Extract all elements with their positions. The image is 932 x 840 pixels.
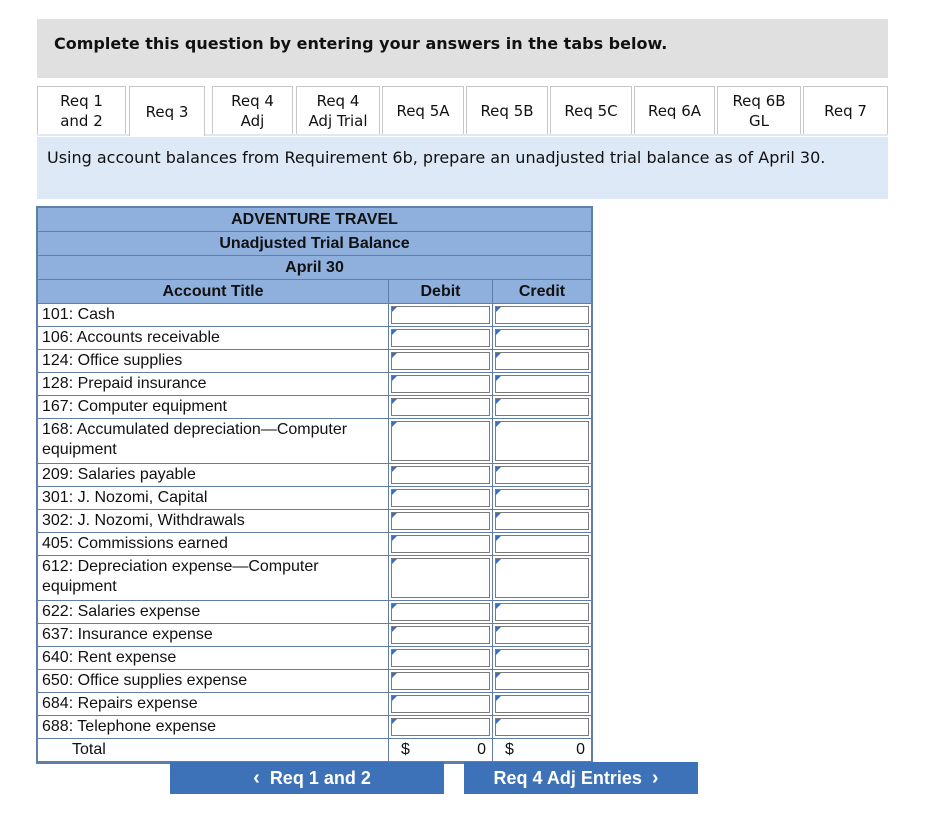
debit-input[interactable]: [391, 603, 490, 621]
account-name: 650: Office supplies expense: [38, 670, 389, 692]
debit-input[interactable]: [391, 626, 490, 644]
debit-cell: [389, 693, 493, 715]
credit-cell: [493, 464, 591, 486]
credit-input[interactable]: [495, 466, 589, 484]
total-credit-value: 0: [576, 741, 585, 758]
tab-req-6b-gl[interactable]: [717, 86, 801, 134]
tab-req-5b[interactable]: [466, 86, 548, 134]
tab-label: Req 3: [145, 102, 189, 121]
tab-label: Req 1 and 2: [60, 91, 103, 130]
tab-req-6a[interactable]: [634, 86, 715, 134]
credit-cell: [493, 396, 591, 418]
credit-cell: [493, 716, 591, 738]
debit-input[interactable]: [391, 375, 490, 393]
account-row: [38, 304, 591, 327]
debit-input[interactable]: [391, 489, 490, 507]
tab-req-4-adj-trial[interactable]: [296, 86, 380, 134]
banner-text: Complete this question by entering your answers in the tabs below.: [54, 34, 668, 53]
account-name: 302: J. Nozomi, Withdrawals: [38, 510, 389, 532]
total-debit-value: 0: [477, 741, 486, 758]
credit-input[interactable]: [495, 672, 589, 690]
debit-cell: [389, 647, 493, 669]
credit-input[interactable]: [495, 603, 589, 621]
debit-cell: [389, 396, 493, 418]
statement-title: Unadjusted Trial Balance: [38, 232, 591, 256]
chevron-right-icon: ›: [651, 766, 659, 789]
debit-cell: [389, 670, 493, 692]
total-label: Total: [38, 739, 389, 761]
trial-balance-table: [36, 206, 593, 764]
credit-cell: [493, 533, 591, 555]
credit-cell: [493, 373, 591, 395]
credit-cell: [493, 601, 591, 623]
account-title-header: Account Title: [38, 280, 389, 303]
account-row: [38, 647, 591, 670]
account-row: [38, 373, 591, 396]
account-name: 688: Telephone expense: [38, 716, 389, 738]
tab-req-7[interactable]: [803, 86, 888, 134]
credit-input[interactable]: [495, 535, 589, 553]
account-row: [38, 510, 591, 533]
credit-input[interactable]: [495, 375, 589, 393]
debit-input[interactable]: [391, 466, 490, 484]
credit-input[interactable]: [495, 352, 589, 370]
account-name: 612: Depreciation expense—Computer equipment: [38, 556, 389, 600]
requirement-tabs: [37, 86, 888, 136]
credit-input[interactable]: [495, 718, 589, 736]
credit-input[interactable]: [495, 489, 589, 507]
credit-cell: [493, 647, 591, 669]
debit-input[interactable]: [391, 329, 490, 347]
debit-input[interactable]: [391, 718, 490, 736]
credit-input[interactable]: [495, 329, 589, 347]
account-name: 209: Salaries payable: [38, 464, 389, 486]
account-name: 167: Computer equipment: [38, 396, 389, 418]
account-row: [38, 350, 591, 373]
instructions-banner: [37, 19, 888, 78]
credit-input[interactable]: [495, 626, 589, 644]
account-name: 128: Prepaid insurance: [38, 373, 389, 395]
account-name: 637: Insurance expense: [38, 624, 389, 646]
instruction-panel: [37, 137, 888, 199]
column-headers: [38, 280, 591, 304]
total-credit: [493, 739, 591, 761]
debit-cell: [389, 464, 493, 486]
debit-cell: [389, 510, 493, 532]
debit-input[interactable]: [391, 535, 490, 553]
account-name: 405: Commissions earned: [38, 533, 389, 555]
credit-input[interactable]: [495, 649, 589, 667]
total-row: [38, 739, 591, 762]
tab-label: Req 5B: [480, 101, 534, 120]
debit-cell: [389, 716, 493, 738]
account-name: 168: Accumulated depreciation—Computer equipment: [38, 419, 389, 463]
tab-label: Req 7: [824, 101, 867, 120]
account-rows: [38, 304, 591, 739]
next-button-label: Req 4 Adj Entries: [493, 767, 642, 788]
tab-label: Req 4 Adj: [231, 91, 274, 130]
prev-button-label: Req 1 and 2: [269, 767, 371, 788]
debit-input[interactable]: [391, 695, 490, 713]
company-name: ADVENTURE TRAVEL: [38, 208, 591, 232]
debit-header: Debit: [389, 280, 493, 303]
credit-cell: [493, 556, 591, 600]
debit-cell: [389, 419, 493, 463]
account-name: 640: Rent expense: [38, 647, 389, 669]
credit-input[interactable]: [495, 695, 589, 713]
account-name: 124: Office supplies: [38, 350, 389, 372]
credit-input[interactable]: [495, 398, 589, 416]
tab-label: Req 5C: [564, 101, 618, 120]
account-row: [38, 716, 591, 739]
credit-input[interactable]: [495, 306, 589, 324]
credit-cell: [493, 670, 591, 692]
credit-input[interactable]: [495, 512, 589, 530]
account-row: [38, 670, 591, 693]
tab-req-3[interactable]: [129, 86, 205, 136]
tab-req-4-adj[interactable]: [212, 86, 293, 134]
credit-cell: [493, 327, 591, 349]
debit-input[interactable]: [391, 649, 490, 667]
account-row: [38, 556, 591, 601]
account-row: [38, 533, 591, 556]
credit-cell: [493, 487, 591, 509]
debit-input[interactable]: [391, 352, 490, 370]
credit-cell: [493, 510, 591, 532]
debit-cell: [389, 327, 493, 349]
prev-button[interactable]: [170, 762, 444, 794]
account-row: [38, 396, 591, 419]
credit-header: Credit: [518, 282, 566, 300]
account-name: 301: J. Nozomi, Capital: [38, 487, 389, 509]
account-name: 106: Accounts receivable: [38, 327, 389, 349]
total-credit-currency: $: [505, 741, 514, 758]
credit-input[interactable]: [495, 421, 589, 461]
debit-cell: [389, 533, 493, 555]
credit-cell: [493, 304, 591, 326]
credit-cell: [493, 624, 591, 646]
debit-input[interactable]: [391, 672, 490, 690]
debit-cell: [389, 373, 493, 395]
account-name: 622: Salaries expense: [38, 601, 389, 623]
total-debit: [389, 739, 493, 761]
debit-cell: [389, 556, 493, 600]
debit-cell: [389, 487, 493, 509]
chevron-left-icon: ‹: [253, 766, 260, 789]
debit-cell: [389, 624, 493, 646]
account-row: [38, 464, 591, 487]
statement-date: April 30: [38, 256, 591, 280]
account-row: [38, 419, 591, 464]
account-name: 101: Cash: [38, 304, 389, 326]
tab-label: Req 6B GL: [732, 91, 786, 130]
debit-input[interactable]: [391, 512, 490, 530]
tab-req-1-and-2[interactable]: [37, 86, 126, 134]
trial-balance-header: [38, 208, 591, 280]
credit-cell: [493, 693, 591, 715]
total-debit-currency: $: [401, 741, 410, 758]
next-button[interactable]: [464, 762, 698, 794]
account-name: 684: Repairs expense: [38, 693, 389, 715]
tab-req-5c[interactable]: [550, 86, 632, 134]
debit-input[interactable]: [391, 398, 490, 416]
debit-cell: [389, 304, 493, 326]
tab-label: Req 4 Adj Trial: [308, 91, 368, 130]
account-row: [38, 487, 591, 510]
instruction-text: Using account balances from Requirement 6b, prepare an unadjusted trial balance as of April 30.: [47, 148, 826, 167]
debit-input[interactable]: [391, 306, 490, 324]
account-row: [38, 601, 591, 624]
debit-input[interactable]: [391, 421, 490, 461]
credit-cell: [493, 419, 591, 463]
tab-label: Req 6A: [647, 101, 702, 120]
debit-cell: [389, 601, 493, 623]
account-row: [38, 624, 591, 647]
tab-label: Req 5A: [396, 101, 450, 120]
account-row: [38, 693, 591, 716]
credit-cell: [493, 350, 591, 372]
debit-input[interactable]: [391, 558, 490, 598]
credit-input[interactable]: [495, 558, 589, 598]
account-row: [38, 327, 591, 350]
tab-req-5a[interactable]: [382, 86, 464, 134]
debit-cell: [389, 350, 493, 372]
